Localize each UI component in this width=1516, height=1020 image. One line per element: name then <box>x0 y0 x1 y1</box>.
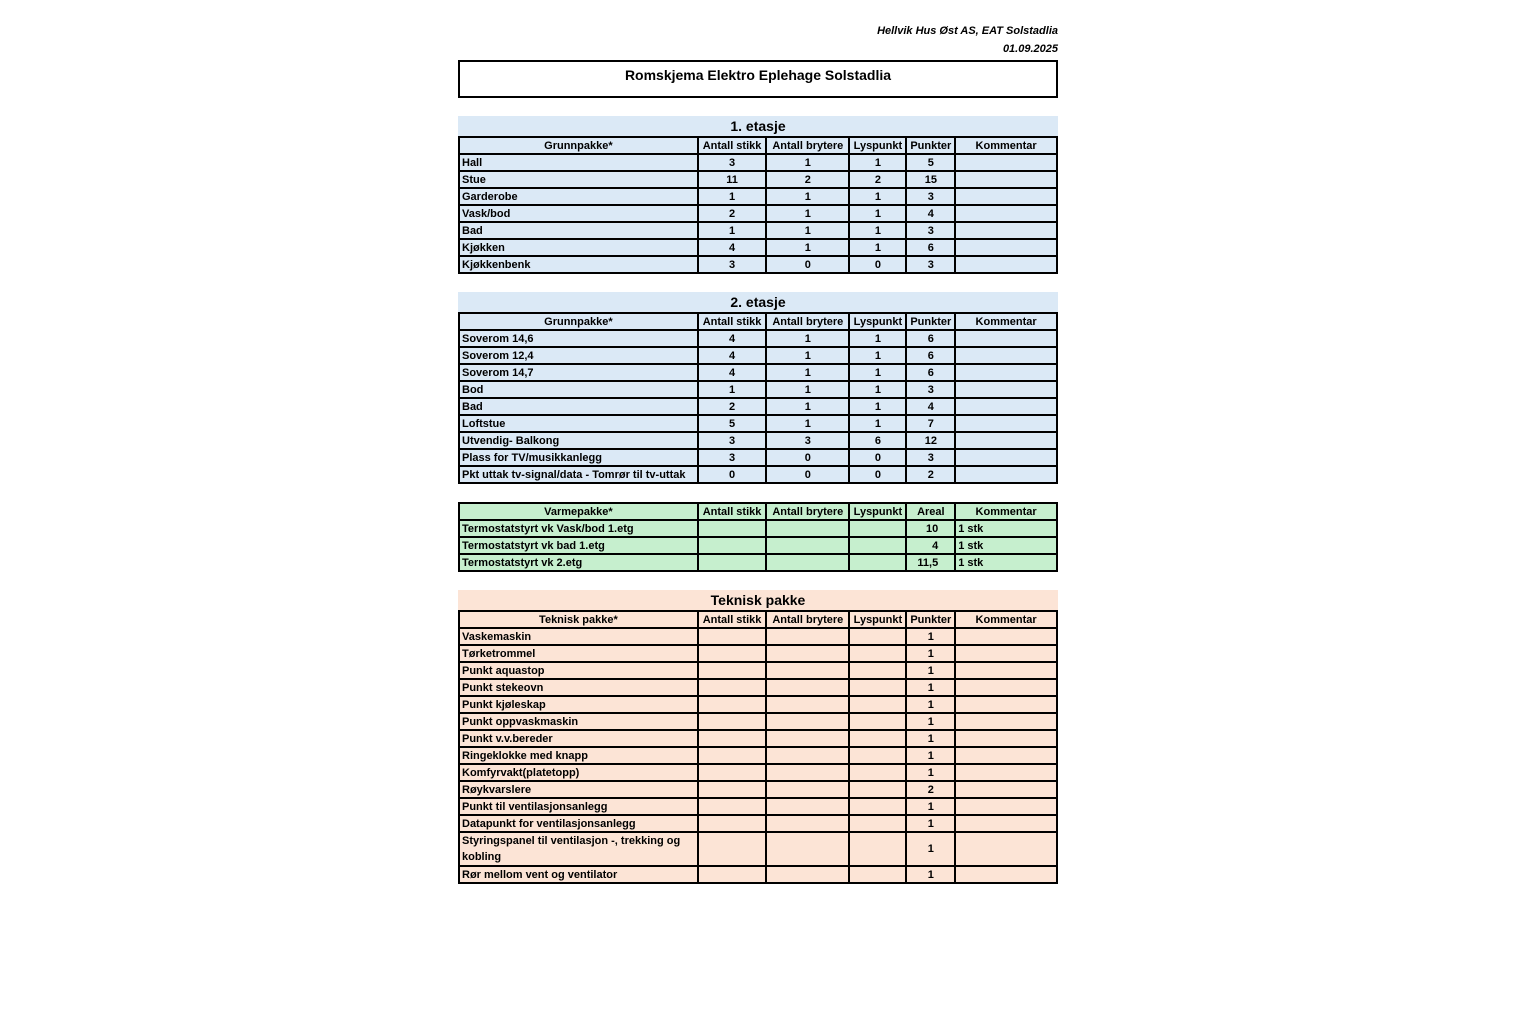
table-cell: 1 <box>849 205 906 222</box>
table-row <box>459 239 1057 256</box>
table-cell: 4 <box>698 239 767 256</box>
table-cell: 2 <box>906 466 955 483</box>
table-row <box>459 449 1057 466</box>
row-label: Røykvarslere <box>459 781 698 798</box>
column-header: Grunnpakke* <box>459 313 698 330</box>
table-cell: 12 <box>906 432 955 449</box>
row-label: Bod <box>459 381 698 398</box>
section-heading: Teknisk pakke <box>458 590 1058 610</box>
column-header: Punkter <box>906 611 955 628</box>
table-cell: 1 <box>766 222 849 239</box>
table-cell: 10 <box>906 520 955 537</box>
table-cell: 1 <box>849 330 906 347</box>
table-cell: 1 <box>766 415 849 432</box>
document-date: 01.09.2025 <box>1002 43 1058 55</box>
table-cell: 4 <box>906 398 955 415</box>
table-row <box>459 747 1057 764</box>
table-cell: 1 <box>766 239 849 256</box>
table-row <box>459 205 1057 222</box>
row-label: Punkt aquastop <box>459 662 698 679</box>
teknisk-table <box>458 610 1058 884</box>
column-header: Antall stikk <box>698 611 767 628</box>
table-cell: 1 <box>849 364 906 381</box>
table-cell <box>766 662 849 679</box>
row-label: Tørketrommel <box>459 645 698 662</box>
etasje2-table <box>458 312 1058 484</box>
row-label: Plass for TV/musikkanlegg <box>459 449 698 466</box>
row-label: Kjøkken <box>459 239 698 256</box>
table-row <box>459 537 1057 554</box>
table-row <box>459 415 1057 432</box>
table-cell: 1 <box>906 815 955 832</box>
section-etasje2 <box>458 292 1058 484</box>
column-header: Antall stikk <box>698 137 767 154</box>
row-label: Hall <box>459 154 698 171</box>
table-cell <box>955 364 1057 381</box>
table-cell <box>955 832 1057 866</box>
table-cell: 1 <box>906 645 955 662</box>
row-label: Vaskemaskin <box>459 628 698 645</box>
table-cell <box>955 713 1057 730</box>
table-cell: 4 <box>906 205 955 222</box>
table-row <box>459 815 1057 832</box>
column-header: Punkter <box>906 313 955 330</box>
table-cell <box>849 628 906 645</box>
table-row <box>459 832 1057 866</box>
table-cell <box>698 645 767 662</box>
table-cell: 6 <box>906 330 955 347</box>
table-cell <box>698 781 767 798</box>
table-cell: 1 <box>906 764 955 781</box>
table-cell <box>698 713 767 730</box>
table-cell: 2 <box>698 398 767 415</box>
table-cell <box>955 398 1057 415</box>
table-cell: 1 <box>849 398 906 415</box>
table-cell: 1 <box>906 798 955 815</box>
row-label: Punkt stekeovn <box>459 679 698 696</box>
table-cell: 1 <box>849 239 906 256</box>
row-label: Datapunkt for ventilasjonsanlegg <box>459 815 698 832</box>
table-cell <box>955 747 1057 764</box>
table-cell <box>849 866 906 883</box>
table-cell <box>766 832 849 866</box>
table-row <box>459 256 1057 273</box>
column-header: Antall brytere <box>766 611 849 628</box>
column-header: Areal <box>906 503 955 520</box>
table-row <box>459 347 1057 364</box>
table-cell: 4 <box>698 330 767 347</box>
table-cell: 3 <box>906 222 955 239</box>
table-cell: 0 <box>698 466 767 483</box>
table-cell <box>766 696 849 713</box>
table-cell: 1 <box>766 364 849 381</box>
table-cell <box>849 645 906 662</box>
table-cell <box>698 696 767 713</box>
table-row <box>459 713 1057 730</box>
row-label: Punkt oppvaskmaskin <box>459 713 698 730</box>
table-cell: 1 <box>906 628 955 645</box>
table-cell <box>849 747 906 764</box>
row-label: Styringspanel til ventilasjon -, trekking og kobling <box>459 832 698 866</box>
table-cell <box>955 222 1057 239</box>
table-cell: 1 <box>849 222 906 239</box>
row-label: Garderobe <box>459 188 698 205</box>
table-cell <box>698 832 767 866</box>
table-cell <box>849 730 906 747</box>
table-cell: 1 <box>849 347 906 364</box>
table-cell <box>698 866 767 883</box>
column-header: Lyspunkt <box>849 137 906 154</box>
table-cell <box>955 449 1057 466</box>
table-cell: 15 <box>906 171 955 188</box>
table-cell: 3 <box>906 381 955 398</box>
row-label: Kjøkkenbenk <box>459 256 698 273</box>
table-cell <box>766 764 849 781</box>
table-cell <box>698 730 767 747</box>
table-cell <box>766 679 849 696</box>
table-cell: 1 <box>906 747 955 764</box>
table-cell <box>698 798 767 815</box>
table-cell: 3 <box>698 449 767 466</box>
table-cell <box>698 662 767 679</box>
table-cell <box>849 713 906 730</box>
table-row <box>459 188 1057 205</box>
table-cell: 1 <box>849 415 906 432</box>
table-cell: 1 <box>849 188 906 205</box>
table-cell: 1 <box>906 662 955 679</box>
table-cell: 1 <box>906 713 955 730</box>
table-row <box>459 171 1057 188</box>
table-cell <box>955 466 1057 483</box>
document-page <box>458 22 1058 884</box>
table-cell: 0 <box>849 256 906 273</box>
table-cell: 3 <box>906 188 955 205</box>
table-cell: 6 <box>849 432 906 449</box>
table-cell: 1 <box>766 330 849 347</box>
column-header: Teknisk pakke* <box>459 611 698 628</box>
document-title: Romskjema Elektro Eplehage Solstadlia <box>624 67 892 83</box>
section-heading: 1. etasje <box>458 116 1058 136</box>
column-header: Grunnpakke* <box>459 137 698 154</box>
table-cell: 1 <box>698 188 767 205</box>
table-row <box>459 222 1057 239</box>
table-cell <box>955 866 1057 883</box>
table-cell: 5 <box>906 154 955 171</box>
table-row <box>459 628 1057 645</box>
table-cell: 5 <box>698 415 767 432</box>
table-cell <box>766 554 849 571</box>
table-cell <box>849 696 906 713</box>
table-cell <box>955 154 1057 171</box>
table-cell: 0 <box>849 449 906 466</box>
table-cell: 2 <box>906 781 955 798</box>
row-label: Soverom 12,4 <box>459 347 698 364</box>
row-label: Termostatstyrt vk bad 1.etg <box>459 537 698 554</box>
table-cell: 2 <box>849 171 906 188</box>
table-cell: 1 <box>906 866 955 883</box>
table-cell: 1 stk <box>955 554 1057 571</box>
row-label: Komfyrvakt(platetopp) <box>459 764 698 781</box>
column-header: Antall stikk <box>698 503 767 520</box>
table-cell <box>698 747 767 764</box>
row-label: Soverom 14,6 <box>459 330 698 347</box>
table-cell: 3 <box>698 154 767 171</box>
table-cell <box>849 832 906 866</box>
table-cell: 2 <box>766 171 849 188</box>
section-teknisk <box>458 590 1058 884</box>
table-cell: 1 <box>906 730 955 747</box>
column-header: Lyspunkt <box>849 503 906 520</box>
table-cell <box>955 730 1057 747</box>
table-cell <box>955 347 1057 364</box>
row-label: Rør mellom vent og ventilator <box>459 866 698 883</box>
column-header: Kommentar <box>955 611 1057 628</box>
table-cell <box>955 645 1057 662</box>
row-label: Soverom 14,7 <box>459 364 698 381</box>
column-header: Antall brytere <box>766 503 849 520</box>
table-cell: 1 <box>849 381 906 398</box>
table-cell: 3 <box>698 256 767 273</box>
table-cell <box>698 554 767 571</box>
row-label: Punkt v.v.bereder <box>459 730 698 747</box>
header-row <box>459 503 1057 520</box>
table-cell <box>955 679 1057 696</box>
table-cell: 4 <box>698 347 767 364</box>
table-cell: 1 <box>766 398 849 415</box>
row-label: Punkt kjøleskap <box>459 696 698 713</box>
column-header: Punkter <box>906 137 955 154</box>
table-cell <box>849 537 906 554</box>
table-cell <box>698 764 767 781</box>
table-cell <box>766 866 849 883</box>
table-row <box>459 696 1057 713</box>
etasje1-table <box>458 136 1058 274</box>
table-cell <box>955 628 1057 645</box>
table-cell <box>955 188 1057 205</box>
table-cell: 1 <box>849 154 906 171</box>
table-cell <box>698 815 767 832</box>
varmepakke-table <box>458 502 1058 572</box>
row-label: Bad <box>459 222 698 239</box>
table-cell: 1 stk <box>955 537 1057 554</box>
table-cell <box>698 537 767 554</box>
table-cell <box>849 764 906 781</box>
column-header: Kommentar <box>955 137 1057 154</box>
row-label: Loftstue <box>459 415 698 432</box>
table-cell <box>955 239 1057 256</box>
table-cell: 0 <box>766 466 849 483</box>
header-row <box>459 313 1057 330</box>
column-header: Antall brytere <box>766 313 849 330</box>
row-label: Bad <box>459 398 698 415</box>
table-cell <box>849 662 906 679</box>
table-cell <box>955 381 1057 398</box>
table-cell: 3 <box>698 432 767 449</box>
table-cell <box>955 781 1057 798</box>
table-row <box>459 662 1057 679</box>
table-row <box>459 730 1057 747</box>
table-cell <box>766 747 849 764</box>
table-cell <box>766 520 849 537</box>
row-label: Utvendig- Balkong <box>459 432 698 449</box>
table-cell: 1 <box>906 832 955 866</box>
table-cell: 1 stk <box>955 520 1057 537</box>
table-cell: 0 <box>849 466 906 483</box>
row-label: Termostatstyrt vk Vask/bod 1.etg <box>459 520 698 537</box>
table-cell <box>955 815 1057 832</box>
table-row <box>459 645 1057 662</box>
table-cell <box>955 330 1057 347</box>
table-cell: 1 <box>766 205 849 222</box>
table-cell <box>955 432 1057 449</box>
column-header: Antall brytere <box>766 137 849 154</box>
section-heading: 2. etasje <box>458 292 1058 312</box>
table-cell <box>698 628 767 645</box>
table-cell: 1 <box>766 347 849 364</box>
table-row <box>459 381 1057 398</box>
table-cell: 7 <box>906 415 955 432</box>
table-cell <box>849 679 906 696</box>
column-header: Varmepakke* <box>459 503 698 520</box>
row-label: Vask/bod <box>459 205 698 222</box>
table-row <box>459 364 1057 381</box>
table-cell: 4 <box>906 537 955 554</box>
table-cell: 1 <box>766 381 849 398</box>
table-cell: 1 <box>766 188 849 205</box>
table-cell: 11 <box>698 171 767 188</box>
header-row <box>459 611 1057 628</box>
table-cell: 1 <box>698 381 767 398</box>
column-header: Antall stikk <box>698 313 767 330</box>
table-cell <box>955 171 1057 188</box>
table-cell <box>849 520 906 537</box>
table-cell <box>766 798 849 815</box>
row-label: Ringeklokke med knapp <box>459 747 698 764</box>
table-cell <box>766 713 849 730</box>
table-cell <box>955 764 1057 781</box>
table-cell: 0 <box>766 256 849 273</box>
table-row <box>459 679 1057 696</box>
table-cell: 6 <box>906 239 955 256</box>
table-row <box>459 764 1057 781</box>
column-header: Lyspunkt <box>849 313 906 330</box>
table-cell <box>955 798 1057 815</box>
table-cell <box>849 781 906 798</box>
table-cell <box>766 815 849 832</box>
table-row <box>459 798 1057 815</box>
table-cell: 11,5 <box>906 554 955 571</box>
table-cell <box>766 645 849 662</box>
section-varme <box>458 502 1058 572</box>
table-cell <box>849 798 906 815</box>
table-cell <box>955 662 1057 679</box>
table-cell: 1 <box>766 154 849 171</box>
table-cell: 3 <box>906 256 955 273</box>
table-cell <box>955 696 1057 713</box>
table-cell: 1 <box>906 679 955 696</box>
company-line: Hellvik Hus Øst AS, EAT Solstadlia <box>877 25 1058 37</box>
table-cell: 3 <box>766 432 849 449</box>
column-header: Lyspunkt <box>849 611 906 628</box>
header-row <box>459 137 1057 154</box>
table-cell: 6 <box>906 364 955 381</box>
table-row <box>459 520 1057 537</box>
table-row <box>459 432 1057 449</box>
column-header: Kommentar <box>955 313 1057 330</box>
table-cell <box>766 730 849 747</box>
table-cell <box>955 415 1057 432</box>
table-cell <box>849 554 906 571</box>
table-row <box>459 398 1057 415</box>
table-row <box>459 330 1057 347</box>
table-cell <box>698 520 767 537</box>
table-cell <box>955 256 1057 273</box>
table-cell: 0 <box>766 449 849 466</box>
table-row <box>459 154 1057 171</box>
row-label: Termostatstyrt vk 2.etg <box>459 554 698 571</box>
table-cell: 1 <box>906 696 955 713</box>
table-cell <box>766 781 849 798</box>
table-cell: 3 <box>906 449 955 466</box>
row-label: Stue <box>459 171 698 188</box>
table-cell: 4 <box>698 364 767 381</box>
section-etasje1 <box>458 116 1058 274</box>
table-cell: 1 <box>698 222 767 239</box>
table-row <box>459 554 1057 571</box>
table-cell <box>698 679 767 696</box>
row-label: Pkt uttak tv-signal/data - Tomrør til tv-uttak <box>459 466 698 483</box>
table-row <box>459 466 1057 483</box>
table-cell <box>849 815 906 832</box>
table-row <box>459 866 1057 883</box>
table-cell: 2 <box>698 205 767 222</box>
column-header: Kommentar <box>955 503 1057 520</box>
title-box <box>458 60 1058 98</box>
table-cell <box>766 537 849 554</box>
table-cell <box>766 628 849 645</box>
table-cell <box>955 205 1057 222</box>
table-cell: 6 <box>906 347 955 364</box>
table-row <box>459 781 1057 798</box>
row-label: Punkt til ventilasjonsanlegg <box>459 798 698 815</box>
